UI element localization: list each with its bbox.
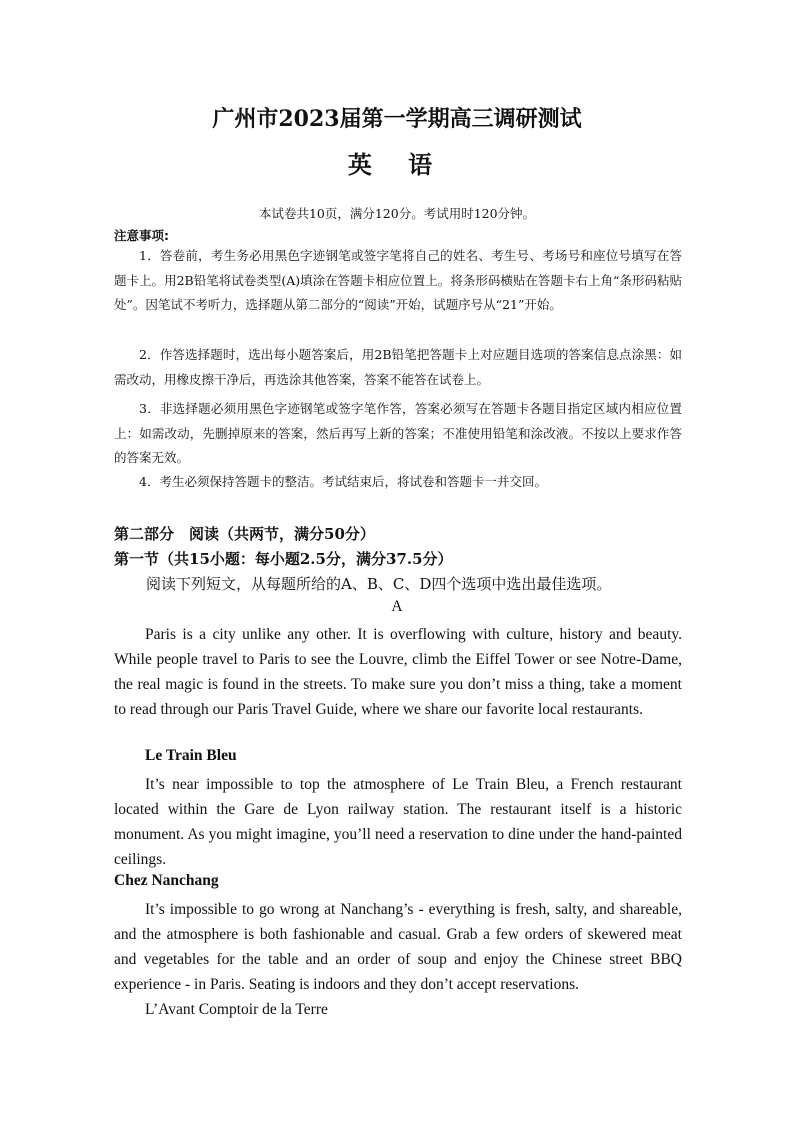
note-item-1: 1．答卷前，考生务必用黑色字迹钢笔或签字笔将自己的姓名、考生号、考场号和座位号填写在答题卡上。用2B铅笔将试卷类型(A)填涂在答题卡相应位置上。将条形码横贴在答题卡右上角“条形码粘贴处”。因笔试不考听力，选择题从第二部分的“阅读”开始，试题序号从“21”开始。	[114, 248, 682, 312]
section-instruction: 阅读下列短文，从每题所给的A、B、C、D四个选项中选出最佳选项。	[146, 575, 612, 593]
restaurant-heading-2: Chez Nanchang	[114, 872, 219, 889]
section-title: 第一节（共15小题：每小题2.5分，满分37.5分）	[114, 550, 453, 568]
note-item-4: 4．考生必须保持答题卡的整洁。考试结束后，将试卷和答题卡一并交回。	[139, 474, 547, 489]
exam-info: 本试卷共10页，满分120分。考试用时120分钟。	[258, 206, 536, 221]
note-item-3: 3．非选择题必须用黑色字迹钢笔或签字笔作答，答案必须写在答题卡各题目指定区域内相应位置上：如需改动，先删掉原来的答案，然后再写上新的答案；不准使用铅笔和涂改液。不按以上要求作答的答案无效。	[114, 401, 682, 465]
restaurant-text-2: It’s impossible to go wrong at Nanchang’s - everything is fresh, salty, and shareable, and the atmosphere is both fashionable and casual. Grab a few orders of skewered meat and vegetables for the table and an order of soup and enjoy the Chinese street BBQ experience - in Paris. Seating is indoors and they don’t accept reservations.	[114, 901, 682, 993]
passage-label: A	[391, 598, 403, 615]
note-item-2: 2．作答选择题时，选出每小题答案后，用2B铅笔把答题卡上对应题目选项的答案信息点涂黑：如需改动，用橡皮擦干净后，再选涂其他答案，答案不能答在试卷上。	[114, 347, 682, 387]
restaurant-text-1: It’s near impossible to top the atmosphere of Le Train Bleu, a French restaurant located within the Gare de Lyon railway station. The restaurant itself is a historic monument. As you might imagine, you’ll need a reservation to dine under the hand-painted ceilings.	[114, 776, 682, 868]
passage-intro: Paris is a city unlike any other. It is overflowing with culture, history and beauty. While people travel to Paris to see the Louvre, climb the Eiffel Tower or see Notre-Dame, the real magic is found in the streets. To make sure you don’t miss a thing, take a moment to read through our Paris Travel Guide, where we share our favorite local restaurants.	[114, 626, 682, 718]
restaurant-heading-3: L’Avant Comptoir de la Terre	[145, 1001, 328, 1018]
notes-heading: 注意事项:	[114, 228, 169, 243]
subject-title: 英 语	[347, 150, 447, 179]
exam-title: 广州市2023届第一学期高三调研测试	[212, 106, 582, 132]
part-title: 第二部分 阅读（共两节，满分50分）	[114, 525, 375, 543]
restaurant-heading-1: Le Train Bleu	[145, 747, 237, 764]
